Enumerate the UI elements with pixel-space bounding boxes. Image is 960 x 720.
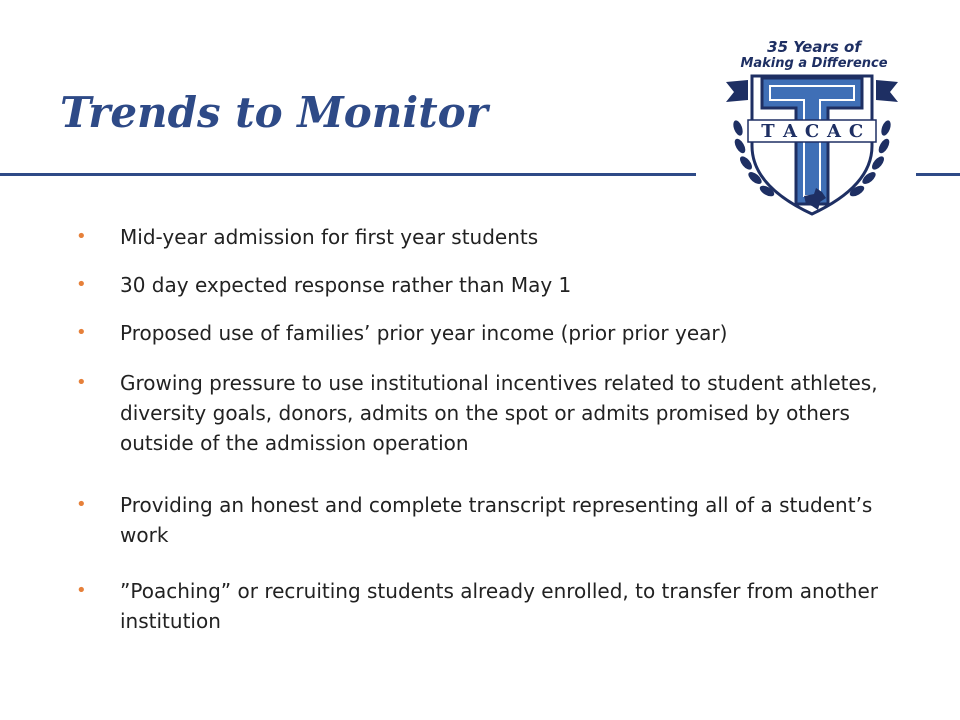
- bullet-item: [76, 222, 900, 252]
- bullet-text: Proposed use of families’ prior year income (prior prior year): [120, 321, 728, 345]
- bullet-item: [76, 490, 900, 550]
- bullet-text: 30 day expected response rather than May 1: [120, 273, 572, 297]
- bullet-text: Providing an honest and complete transcript representing all of a student’s work: [120, 493, 873, 547]
- logo-tagline-line1: 35 Years of: [767, 38, 861, 56]
- logo-ribbon-right-icon: [876, 80, 898, 102]
- title-divider-right: [916, 173, 960, 176]
- bullet-dot: •: [76, 322, 87, 343]
- bullet-dot: •: [76, 580, 87, 601]
- slide-title: Trends to Monitor: [60, 88, 488, 137]
- bullet-text: Growing pressure to use institutional incentives related to student athletes, diversity goals, donors, admits on the spot or admits promised by others outside of the admission operation: [120, 371, 878, 455]
- logo-letter: C: [804, 121, 820, 142]
- bullet-item: [76, 576, 900, 636]
- tacac-logo: [722, 36, 902, 220]
- bullet-dot: •: [76, 372, 87, 393]
- bullet-dot: •: [76, 226, 87, 247]
- bullet-dot: •: [76, 494, 87, 515]
- logo-ribbon-left-icon: [726, 80, 748, 102]
- logo-letter: A: [827, 121, 841, 142]
- bullet-text: Mid-year admission for first year students: [120, 225, 539, 249]
- logo-letter: C: [848, 121, 864, 142]
- bullet-text: ”Poaching” or recruiting students already enrolled, to transfer from another institution: [120, 579, 878, 633]
- logo-letter: A: [783, 121, 797, 142]
- logo-letter: T: [761, 121, 775, 142]
- bullet-item: [76, 318, 900, 348]
- title-divider-left: [0, 173, 696, 176]
- bullet-dot: •: [76, 274, 87, 295]
- bullet-item: [76, 270, 900, 300]
- logo-tagline-line2: Making a Difference: [740, 56, 888, 71]
- bullet-item: [76, 368, 900, 458]
